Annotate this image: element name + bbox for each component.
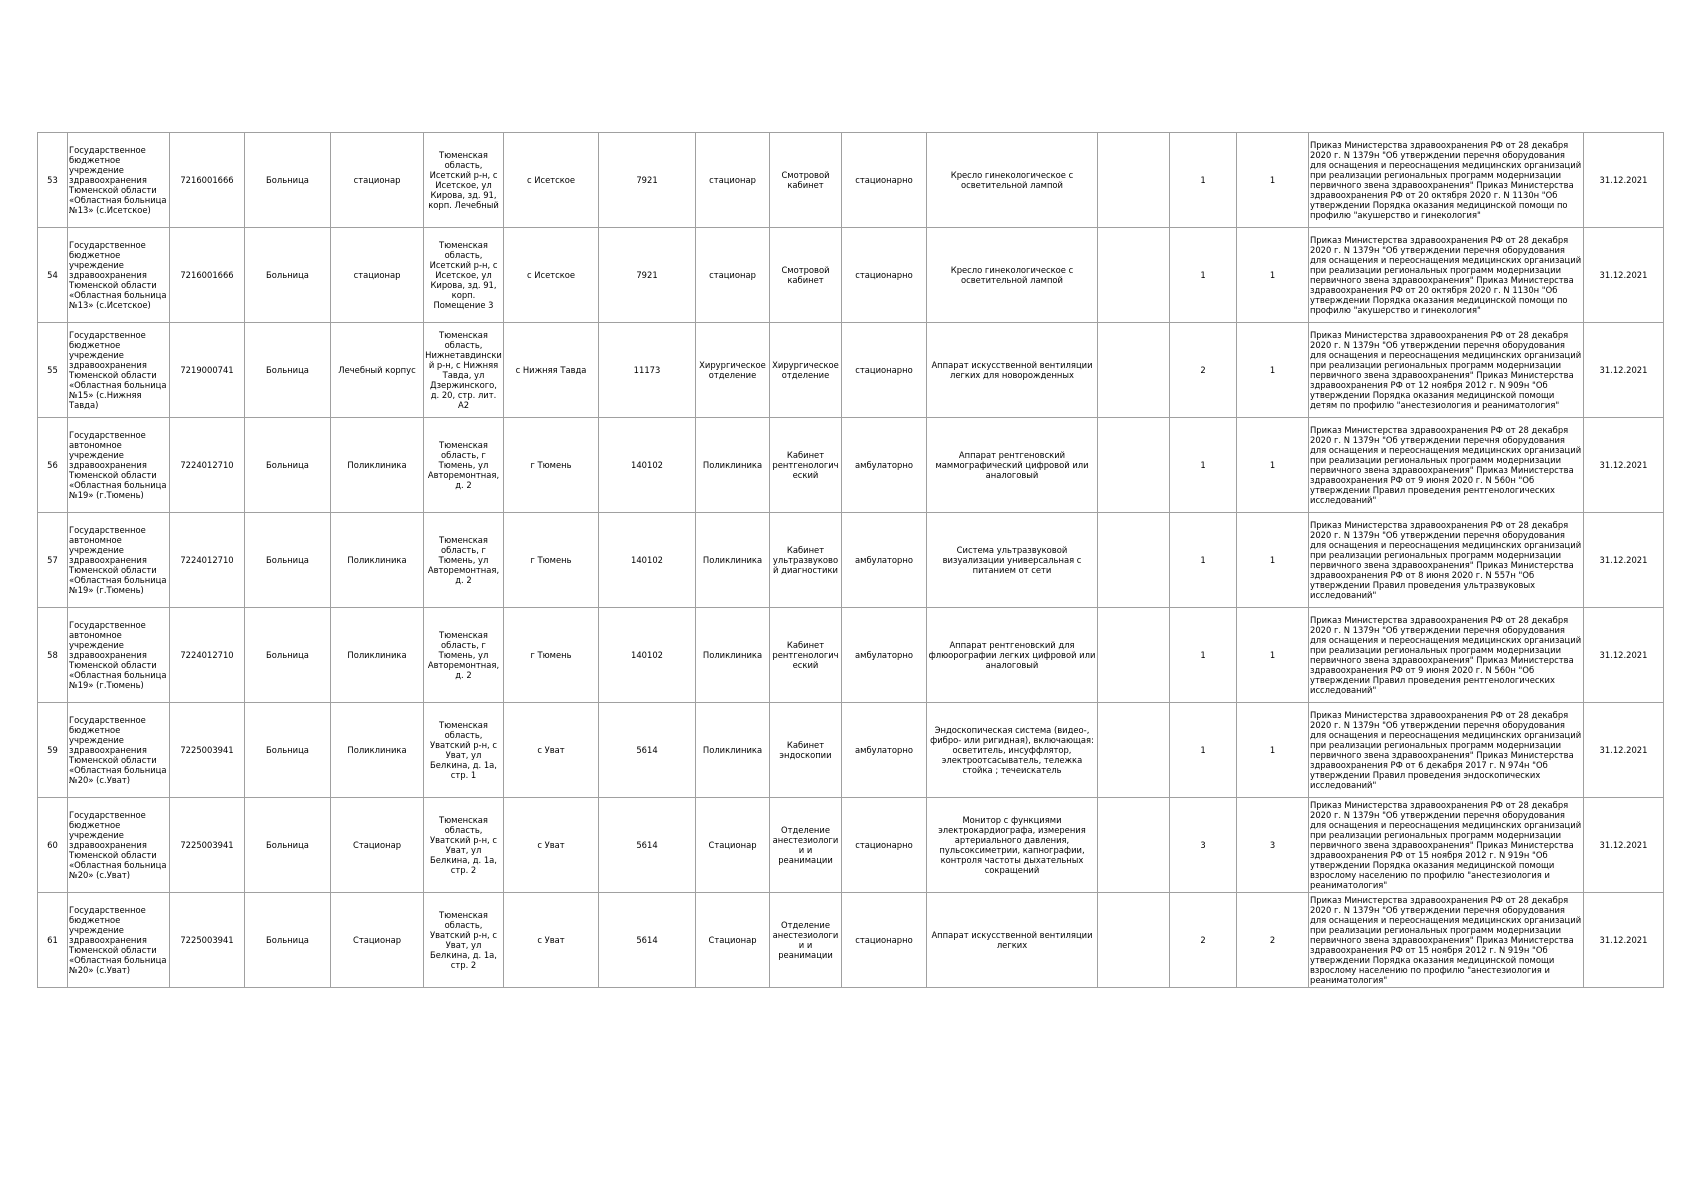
unit-cell: Поликлиника <box>696 418 770 513</box>
inn-cell: 7225003941 <box>170 893 245 988</box>
row-number-cell: 54 <box>38 228 68 323</box>
equipment-name-cell: Аппарат рентгеновский для флюорографии легких цифровой или аналоговый <box>927 608 1098 703</box>
legal-basis-cell: Приказ Министерства здравоохранения РФ от 28 декабря 2020 г. N 1379н "Об утверждении перечня оборудования для оснащения и переоснащения медицинских организаций при реализации региональных программ модернизации первичного звена здравоохранения" Приказ Министерства здравоохранения РФ от 15 ноября 2012 г. N 919н "Об утверждении Порядка оказания медицинской помощи взрослому населению по профилю "анестезиология и реаниматология" <box>1309 798 1584 893</box>
subdivision-cell: Стационар <box>331 798 424 893</box>
legal-basis-cell: Приказ Министерства здравоохранения РФ от 28 декабря 2020 г. N 1379н "Об утверждении перечня оборудования для оснащения и переоснащения медицинских организаций при реализации региональных программ модернизации первичного звена здравоохранения" Приказ Министерства здравоохранения РФ от 15 ноября 2012 г. N 919н "Об утверждении Порядка оказания медицинской помощи взрослому населению по профилю "анестезиология и реаниматология" <box>1309 893 1584 988</box>
subdivision-cell: стационар <box>331 228 424 323</box>
care-form-cell: стационарно <box>842 798 927 893</box>
quantity-planned-cell: 1 <box>1237 133 1309 228</box>
address-cell: Тюменская область, Уватский р-н, с Уват, ул Белкина, д. 1а, стр. 2 <box>424 798 504 893</box>
quantity-needed-cell: 1 <box>1170 228 1237 323</box>
deadline-date-cell: 31.12.2021 <box>1584 703 1664 798</box>
table-row <box>38 798 1664 893</box>
room-cell: Отделение анестезиологии и реанимации <box>770 893 842 988</box>
population-cell: 5614 <box>599 798 696 893</box>
locality-cell: с Уват <box>504 798 599 893</box>
legal-basis-cell: Приказ Министерства здравоохранения РФ от 28 декабря 2020 г. N 1379н "Об утверждении перечня оборудования для оснащения и переоснащения медицинских организаций при реализации региональных программ модернизации первичного звена здравоохранения" Приказ Министерства здравоохранения РФ от 6 декабря 2017 г. N 974н "Об утверждении Правил проведения эндоскопических исследований" <box>1309 703 1584 798</box>
institution-name-cell: Государственное автономное учреждение здравоохранения Тюменской области «Областная больница №19» (г.Тюмень) <box>68 513 170 608</box>
empty-cell <box>1098 228 1170 323</box>
address-cell: Тюменская область, Исетский р-н, с Исетское, ул Кирова, зд. 91, корп. Помещение 3 <box>424 228 504 323</box>
room-cell: Кабинет эндоскопии <box>770 703 842 798</box>
unit-cell: Стационар <box>696 893 770 988</box>
deadline-date-cell: 31.12.2021 <box>1584 893 1664 988</box>
row-number-cell: 60 <box>38 798 68 893</box>
quantity-needed-cell: 1 <box>1170 703 1237 798</box>
quantity-needed-cell: 1 <box>1170 608 1237 703</box>
table-row <box>38 228 1664 323</box>
institution-name-cell: Государственное бюджетное учреждение здравоохранения Тюменской области «Областная больница №13» (с.Исетское) <box>68 228 170 323</box>
legal-basis-cell: Приказ Министерства здравоохранения РФ от 28 декабря 2020 г. N 1379н "Об утверждении перечня оборудования для оснащения и переоснащения медицинских организаций при реализации региональных программ модернизации первичного звена здравоохранения" Приказ Министерства здравоохранения РФ от 20 октября 2020 г. N 1130н "Об утверждении Порядка оказания медицинской помощи по профилю "акушерство и гинекология" <box>1309 133 1584 228</box>
population-cell: 7921 <box>599 228 696 323</box>
inn-cell: 7224012710 <box>170 418 245 513</box>
institution-type-cell: Больница <box>245 798 331 893</box>
equipment-name-cell: Монитор с функциями электрокардиографа, измерения артериального давления, пульсоксиметрии, капнографии, контроля частоты дыхательных сокращений <box>927 798 1098 893</box>
locality-cell: с Уват <box>504 703 599 798</box>
legal-basis-cell: Приказ Министерства здравоохранения РФ от 28 декабря 2020 г. N 1379н "Об утверждении перечня оборудования для оснащения и переоснащения медицинских организаций при реализации региональных программ модернизации первичного звена здравоохранения" Приказ Министерства здравоохранения РФ от 20 октября 2020 г. N 1130н "Об утверждении Порядка оказания медицинской помощи по профилю "акушерство и гинекология" <box>1309 228 1584 323</box>
quantity-needed-cell: 1 <box>1170 513 1237 608</box>
legal-basis-cell: Приказ Министерства здравоохранения РФ от 28 декабря 2020 г. N 1379н "Об утверждении перечня оборудования для оснащения и переоснащения медицинских организаций при реализации региональных программ модернизации первичного звена здравоохранения" Приказ Министерства здравоохранения РФ от 8 июня 2020 г. N 557н "Об утверждении Правил проведения ультразвуковых исследований" <box>1309 513 1584 608</box>
population-cell: 5614 <box>599 703 696 798</box>
address-cell: Тюменская область, Уватский р-н, с Уват, ул Белкина, д. 1а, стр. 1 <box>424 703 504 798</box>
institution-name-cell: Государственное автономное учреждение здравоохранения Тюменской области «Областная больница №19» (г.Тюмень) <box>68 418 170 513</box>
legal-basis-cell: Приказ Министерства здравоохранения РФ от 28 декабря 2020 г. N 1379н "Об утверждении перечня оборудования для оснащения и переоснащения медицинских организаций при реализации региональных программ модернизации первичного звена здравоохранения" Приказ Министерства здравоохранения РФ от 9 июня 2020 г. N 560н "Об утверждении Правил проведения рентгенологических исследований" <box>1309 608 1584 703</box>
address-cell: Тюменская область, Уватский р-н, с Уват, ул Белкина, д. 1а, стр. 2 <box>424 893 504 988</box>
empty-cell <box>1098 418 1170 513</box>
legal-basis-cell: Приказ Министерства здравоохранения РФ от 28 декабря 2020 г. N 1379н "Об утверждении перечня оборудования для оснащения и переоснащения медицинских организаций при реализации региональных программ модернизации первичного звена здравоохранения" Приказ Министерства здравоохранения РФ от 9 июня 2020 г. N 560н "Об утверждении Правил проведения рентгенологических исследований" <box>1309 418 1584 513</box>
address-cell: Тюменская область, г Тюмень, ул Авторемонтная, д. 2 <box>424 608 504 703</box>
room-cell: Кабинет рентгенологический <box>770 608 842 703</box>
care-form-cell: амбулаторно <box>842 703 927 798</box>
empty-cell <box>1098 133 1170 228</box>
unit-cell: Стационар <box>696 798 770 893</box>
locality-cell: г Тюмень <box>504 418 599 513</box>
inn-cell: 7219000741 <box>170 323 245 418</box>
deadline-date-cell: 31.12.2021 <box>1584 133 1664 228</box>
address-cell: Тюменская область, г Тюмень, ул Авторемонтная, д. 2 <box>424 513 504 608</box>
inn-cell: 7224012710 <box>170 608 245 703</box>
quantity-planned-cell: 1 <box>1237 323 1309 418</box>
room-cell: Хирургическое отделение <box>770 323 842 418</box>
subdivision-cell: Поликлиника <box>331 703 424 798</box>
institution-type-cell: Больница <box>245 228 331 323</box>
table-row <box>38 513 1664 608</box>
deadline-date-cell: 31.12.2021 <box>1584 798 1664 893</box>
inn-cell: 7224012710 <box>170 513 245 608</box>
row-number-cell: 59 <box>38 703 68 798</box>
quantity-needed-cell: 1 <box>1170 418 1237 513</box>
subdivision-cell: Лечебный корпус <box>331 323 424 418</box>
care-form-cell: амбулаторно <box>842 513 927 608</box>
equipment-table <box>37 132 1664 988</box>
care-form-cell: стационарно <box>842 893 927 988</box>
care-form-cell: стационарно <box>842 323 927 418</box>
room-cell: Кабинет ультразвуковой диагностики <box>770 513 842 608</box>
address-cell: Тюменская область, Нижнетавдинский р-н, с Нижняя Тавда, ул Дзержинского, д. 20, стр. лит. А2 <box>424 323 504 418</box>
unit-cell: Поликлиника <box>696 608 770 703</box>
address-cell: Тюменская область, Исетский р-н, с Исетское, ул Кирова, зд. 91, корп. Лечебный <box>424 133 504 228</box>
population-cell: 7921 <box>599 133 696 228</box>
institution-name-cell: Государственное бюджетное учреждение здравоохранения Тюменской области «Областная больница №20» (с.Уват) <box>68 893 170 988</box>
inn-cell: 7216001666 <box>170 133 245 228</box>
institution-type-cell: Больница <box>245 323 331 418</box>
empty-cell <box>1098 703 1170 798</box>
table-row <box>38 418 1664 513</box>
quantity-needed-cell: 2 <box>1170 323 1237 418</box>
care-form-cell: стационарно <box>842 228 927 323</box>
deadline-date-cell: 31.12.2021 <box>1584 513 1664 608</box>
locality-cell: г Тюмень <box>504 513 599 608</box>
room-cell: Смотровой кабинет <box>770 228 842 323</box>
population-cell: 140102 <box>599 608 696 703</box>
row-number-cell: 53 <box>38 133 68 228</box>
room-cell: Смотровой кабинет <box>770 133 842 228</box>
quantity-needed-cell: 3 <box>1170 798 1237 893</box>
empty-cell <box>1098 513 1170 608</box>
row-number-cell: 61 <box>38 893 68 988</box>
quantity-planned-cell: 1 <box>1237 608 1309 703</box>
subdivision-cell: Поликлиника <box>331 608 424 703</box>
locality-cell: с Нижняя Тавда <box>504 323 599 418</box>
locality-cell: с Исетское <box>504 228 599 323</box>
unit-cell: стационар <box>696 133 770 228</box>
quantity-planned-cell: 2 <box>1237 893 1309 988</box>
equipment-name-cell: Аппарат искусственной вентиляции легких для новорожденных <box>927 323 1098 418</box>
quantity-planned-cell: 1 <box>1237 513 1309 608</box>
institution-name-cell: Государственное бюджетное учреждение здравоохранения Тюменской области «Областная больница №20» (с.Уват) <box>68 703 170 798</box>
room-cell: Кабинет рентгенологический <box>770 418 842 513</box>
subdivision-cell: стационар <box>331 133 424 228</box>
inn-cell: 7225003941 <box>170 798 245 893</box>
deadline-date-cell: 31.12.2021 <box>1584 323 1664 418</box>
deadline-date-cell: 31.12.2021 <box>1584 418 1664 513</box>
empty-cell <box>1098 608 1170 703</box>
empty-cell <box>1098 798 1170 893</box>
institution-type-cell: Больница <box>245 893 331 988</box>
row-number-cell: 57 <box>38 513 68 608</box>
quantity-planned-cell: 1 <box>1237 703 1309 798</box>
locality-cell: с Исетское <box>504 133 599 228</box>
institution-name-cell: Государственное бюджетное учреждение здравоохранения Тюменской области «Областная больница №20» (с.Уват) <box>68 798 170 893</box>
legal-basis-cell: Приказ Министерства здравоохранения РФ от 28 декабря 2020 г. N 1379н "Об утверждении перечня оборудования для оснащения и переоснащения медицинских организаций при реализации региональных программ модернизации первичного звена здравоохранения" Приказ Министерства здравоохранения РФ от 12 ноября 2012 г. N 909н "Об утверждении Порядка оказания медицинской помощи детям по профилю "анестезиология и реаниматология" <box>1309 323 1584 418</box>
equipment-name-cell: Кресло гинекологическое с осветительной лампой <box>927 133 1098 228</box>
equipment-name-cell: Кресло гинекологическое с осветительной лампой <box>927 228 1098 323</box>
inn-cell: 7225003941 <box>170 703 245 798</box>
locality-cell: с Уват <box>504 893 599 988</box>
empty-cell <box>1098 323 1170 418</box>
empty-cell <box>1098 893 1170 988</box>
population-cell: 140102 <box>599 418 696 513</box>
institution-type-cell: Больница <box>245 608 331 703</box>
table-body <box>38 133 1664 988</box>
table-row <box>38 893 1664 988</box>
institution-name-cell: Государственное автономное учреждение здравоохранения Тюменской области «Областная больница №19» (г.Тюмень) <box>68 608 170 703</box>
address-cell: Тюменская область, г Тюмень, ул Авторемонтная, д. 2 <box>424 418 504 513</box>
institution-type-cell: Больница <box>245 133 331 228</box>
care-form-cell: стационарно <box>842 133 927 228</box>
subdivision-cell: Стационар <box>331 893 424 988</box>
quantity-needed-cell: 2 <box>1170 893 1237 988</box>
quantity-needed-cell: 1 <box>1170 133 1237 228</box>
row-number-cell: 56 <box>38 418 68 513</box>
institution-name-cell: Государственное бюджетное учреждение здравоохранения Тюменской области «Областная больница №13» (с.Исетское) <box>68 133 170 228</box>
unit-cell: Хирургическое отделение <box>696 323 770 418</box>
room-cell: Отделение анестезиологии и реанимации <box>770 798 842 893</box>
equipment-name-cell: Система ультразвуковой визуализации универсальная с питанием от сети <box>927 513 1098 608</box>
care-form-cell: амбулаторно <box>842 418 927 513</box>
row-number-cell: 58 <box>38 608 68 703</box>
subdivision-cell: Поликлиника <box>331 418 424 513</box>
care-form-cell: амбулаторно <box>842 608 927 703</box>
unit-cell: Поликлиника <box>696 513 770 608</box>
unit-cell: стационар <box>696 228 770 323</box>
equipment-name-cell: Эндоскопическая система (видео-, фибро- или ригидная), включающая: осветитель, инсуффлятор, электроотсасыватель, тележка стойка ; течеискатель <box>927 703 1098 798</box>
institution-type-cell: Больница <box>245 703 331 798</box>
population-cell: 5614 <box>599 893 696 988</box>
deadline-date-cell: 31.12.2021 <box>1584 228 1664 323</box>
institution-name-cell: Государственное бюджетное учреждение здравоохранения Тюменской области «Областная больница №15» (с.Нижняя Тавда) <box>68 323 170 418</box>
table-row <box>38 323 1664 418</box>
institution-type-cell: Больница <box>245 513 331 608</box>
quantity-planned-cell: 1 <box>1237 418 1309 513</box>
unit-cell: Поликлиника <box>696 703 770 798</box>
table-row <box>38 703 1664 798</box>
table-row <box>38 608 1664 703</box>
population-cell: 11173 <box>599 323 696 418</box>
deadline-date-cell: 31.12.2021 <box>1584 608 1664 703</box>
subdivision-cell: Поликлиника <box>331 513 424 608</box>
inn-cell: 7216001666 <box>170 228 245 323</box>
equipment-name-cell: Аппарат искусственной вентиляции легких <box>927 893 1098 988</box>
quantity-planned-cell: 3 <box>1237 798 1309 893</box>
quantity-planned-cell: 1 <box>1237 228 1309 323</box>
row-number-cell: 55 <box>38 323 68 418</box>
institution-type-cell: Больница <box>245 418 331 513</box>
population-cell: 140102 <box>599 513 696 608</box>
table-row <box>38 133 1664 228</box>
equipment-name-cell: Аппарат рентгеновский маммографический цифровой или аналоговый <box>927 418 1098 513</box>
locality-cell: г Тюмень <box>504 608 599 703</box>
